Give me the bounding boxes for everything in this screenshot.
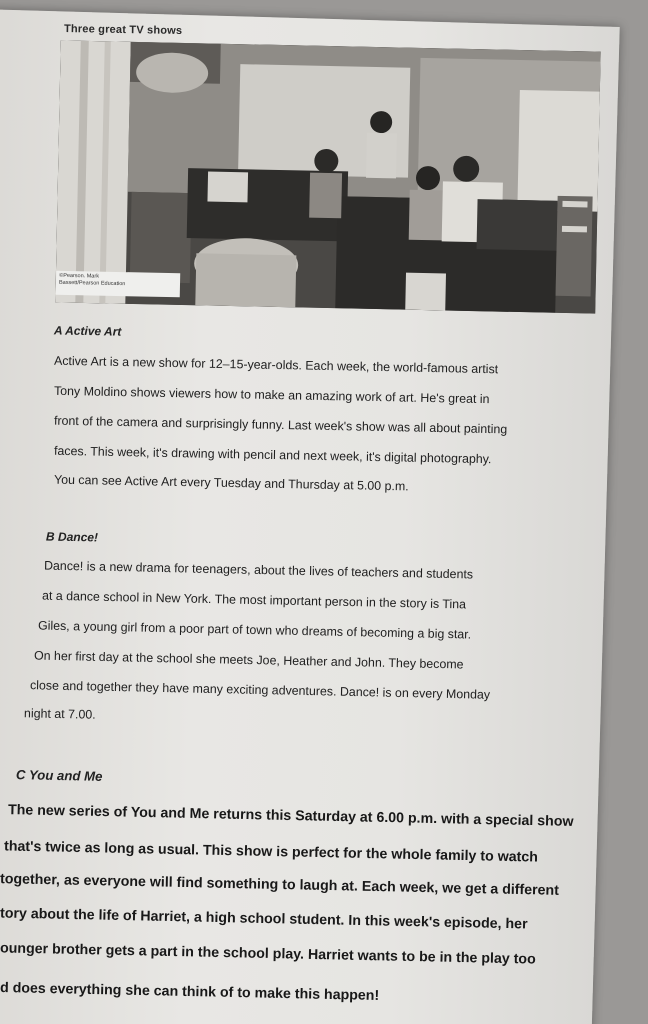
text-line: that's twice as long as usual. This show is perfect for the whole family to watch: [3, 838, 539, 866]
text-line: Giles, a young girl from a poor part of town who dreams of becoming a big star.: [37, 618, 472, 642]
text-line: Tony Moldino shows viewers how to make an amazing work of art. He's great in: [53, 383, 490, 407]
text-line: at a dance school in New York. The most important person in the story is Tina: [41, 588, 467, 612]
section-heading: B Dance!: [45, 529, 99, 545]
text-line: night at 7.00.: [23, 706, 96, 722]
text-line: tory about the life of Harriet, a high school student. In this week's episode, her: [0, 905, 528, 933]
text-line: together, as everyone will find something to laugh at. Each week, we get a different: [0, 871, 560, 899]
text-line: The new series of You and Me returns this Saturday at 6.00 p.m. with a special show: [7, 802, 574, 830]
text-line: close and together they have many exciting adventures. Dance! is on every Monday: [29, 678, 491, 702]
text-line: faces. This week, it's drawing with pencil and next week, it's digital photography.: [53, 443, 492, 467]
photo-credit-line: Bassett/Pearson Education: [58, 279, 126, 288]
section-heading: A Active Art: [53, 323, 122, 339]
text-line: Active Art is a new show for 12–15-year-olds. Each week, the world-famous artist: [53, 353, 499, 377]
photo-credit: [56, 271, 180, 298]
section-heading: C You and Me: [15, 767, 103, 784]
page-title: Three great TV shows: [63, 22, 183, 38]
text-line: front of the camera and surprisingly funny. Last week's show was all about painting: [53, 413, 508, 437]
photo-credit-line: ©Pearson. Mark: [59, 272, 100, 280]
text-line: d does everything she can think of to make this happen!: [0, 980, 380, 1004]
text-line: You can see Active Art every Tuesday and Thursday at 5.00 p.m.: [53, 472, 409, 494]
text-line: ounger brother gets a part in the school play. Harriet wants to be in the play too: [0, 940, 536, 968]
text-line: Dance! is a new drama for teenagers, about the lives of teachers and students: [43, 558, 474, 582]
text-line: On her first day at the school she meets Joe, Heather and John. They become: [33, 648, 464, 672]
